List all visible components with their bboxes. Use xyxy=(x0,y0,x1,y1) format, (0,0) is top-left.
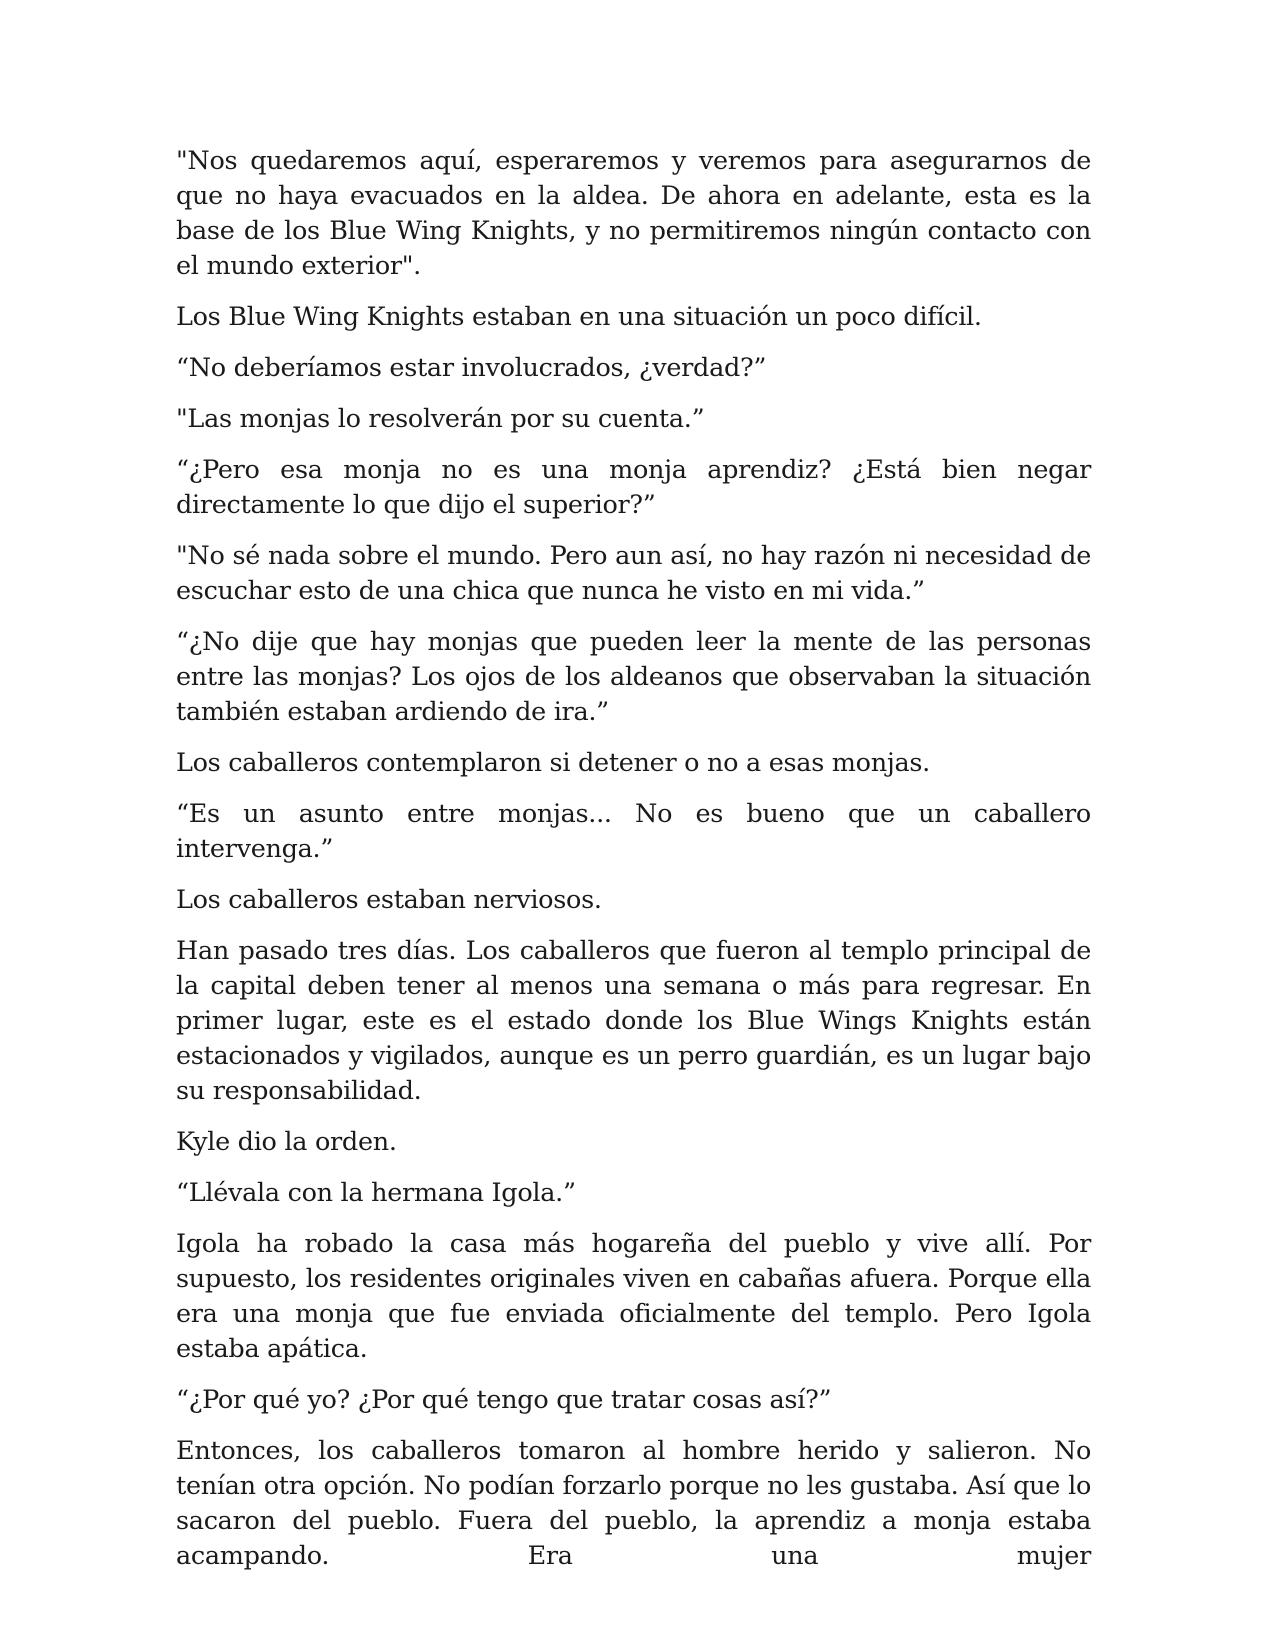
paragraph-16: Entonces, los caballeros tomaron al hombre herido y salieron. No tenían otra opción. No podían forzarlo porque no les gustaba. Así que lo sacaron del pueblo. Fuera del pueblo, la aprendiz a monja estaba acampando. Era una mujer xyxy=(176,1436,1091,1571)
paragraph-11: Han pasado tres días. Los caballeros que fueron al templo principal de la capital deben tener al menos una semana o más para regresar. En primer lugar, este es el estado donde los Blue Wings Knights están estacionados y vigilados, aunque es un perro guardián, es un lugar bajo su responsabilidad. xyxy=(176,936,1091,1106)
paragraph-3: “No deberíamos estar involucrados, ¿verdad?” xyxy=(176,353,767,383)
paragraph-7: “¿No dije que hay monjas que pueden leer la mente de las personas entre las monjas? Los ojos de los aldeanos que observaban la situación también estaban ardiendo de ira.” xyxy=(176,627,1091,727)
paragraph-6: "No sé nada sobre el mundo. Pero aun así, no hay razón ni necesidad de escuchar esto de una chica que nunca he visto en mi vida.” xyxy=(176,541,1091,606)
document-page xyxy=(176,144,1091,1590)
paragraph-2: Los Blue Wing Knights estaban en una situación un poco difícil. xyxy=(176,302,982,332)
paragraph-5: “¿Pero esa monja no es una monja aprendiz? ¿Está bien negar directamente lo que dijo el superior?” xyxy=(176,455,1091,520)
paragraph-1: "Nos quedaremos aquí, esperaremos y veremos para asegurarnos de que no haya evacuados en la aldea. De ahora en adelante, esta es la base de los Blue Wing Knights, y no permitiremos ningún contacto con el mundo exterior". xyxy=(176,146,1091,281)
paragraph-14: Igola ha robado la casa más hogareña del pueblo y vive allí. Por supuesto, los residentes originales viven en cabañas afuera. Porque ella era una monja que fue enviada oficialmente del templo. Pero Igola estaba apática. xyxy=(176,1229,1091,1364)
paragraph-8: Los caballeros contemplaron si detener o no a esas monjas. xyxy=(176,748,930,778)
paragraph-4: "Las monjas lo resolverán por su cuenta.” xyxy=(176,404,705,434)
paragraph-12: Kyle dio la orden. xyxy=(176,1127,397,1157)
paragraph-13: “Llévala con la hermana Igola.” xyxy=(176,1178,576,1208)
paragraph-10: Los caballeros estaban nerviosos. xyxy=(176,885,602,915)
paragraph-9: “Es un asunto entre monjas... No es bueno que un caballero intervenga.” xyxy=(176,799,1091,864)
paragraph-15: “¿Por qué yo? ¿Por qué tengo que tratar cosas así?” xyxy=(176,1385,832,1415)
